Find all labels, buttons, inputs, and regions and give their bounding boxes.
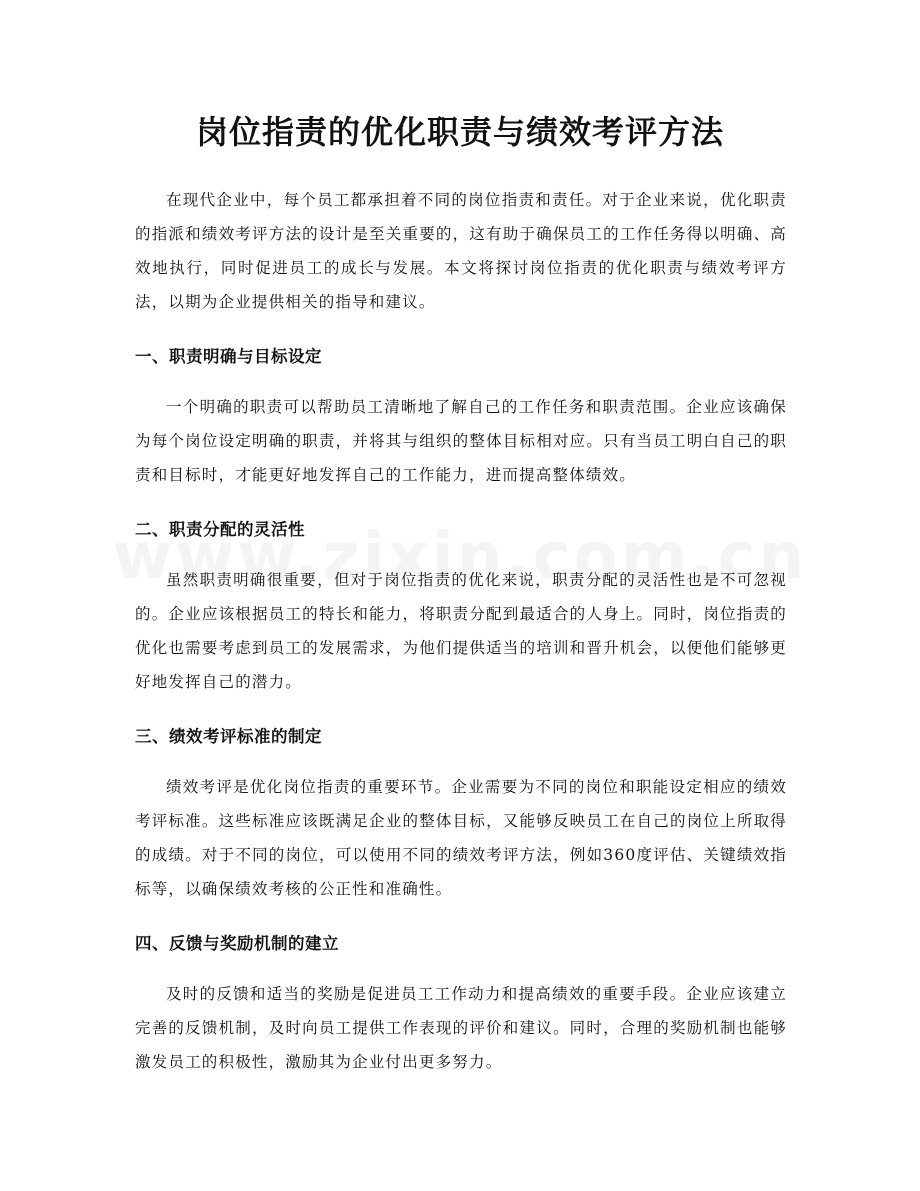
section-body-3: 绩效考评是优化岗位指责的重要环节。企业需要为不同的岗位和职能设定相应的绩效考评标准。这些标准应该既满足企业的整体目标，又能够反映员工在自己的岗位上所取得的成绩。对于不同的岗位，可以使用不同的绩效考评方法，例如360度评估、关键绩效指标等，以确保绩效考核的公正性和准确性。	[135, 778, 787, 898]
section-heading-1: 一、职责明确与目标设定	[135, 347, 322, 366]
section-heading-4: 四、反馈与奖励机制的建立	[135, 934, 339, 953]
document-title: 岗位指责的优化职责与绩效考评方法	[195, 113, 724, 151]
intro-paragraph: 在现代企业中，每个员工都承担着不同的岗位指责和责任。对于企业来说，优化职责的指派和绩效考评方法的设计是至关重要的，这有助于确保员工的工作任务得以明确、高效地执行，同时促进员工的成长与发展。本文将探讨岗位指责的优化职责与绩效考评方法，以期为企业提供相关的指导和建议。	[135, 191, 787, 311]
section-body-2: 虽然职责明确很重要，但对于岗位指责的优化来说，职责分配的灵活性也是不可忽视的。企业应该根据员工的特长和能力，将职责分配到最适合的人身上。同时，岗位指责的优化也需要考虑到员工的发展需求，为他们提供适当的培训和晋升机会，以便他们能够更好地发挥自己的潜力。	[135, 571, 787, 691]
section-body-4: 及时的反馈和适当的奖励是促进员工工作动力和提高绩效的重要手段。企业应该建立完善的反馈机制，及时向员工提供工作表现的评价和建议。同时，合理的奖励机制也能够激发员工的积极性，激励其为企业付出更多努力。	[135, 985, 787, 1071]
section-heading-3: 三、绩效考评标准的制定	[135, 727, 322, 746]
section-heading-2: 二、职责分配的灵活性	[135, 520, 305, 539]
document-body	[135, 183, 787, 1079]
section-body-1: 一个明确的职责可以帮助员工清晰地了解自己的工作任务和职责范围。企业应该确保为每个岗位设定明确的职责，并将其与组织的整体目标相对应。只有当员工明白自己的职责和目标时，才能更好地发挥自己的工作能力，进而提高整体绩效。	[135, 398, 787, 484]
